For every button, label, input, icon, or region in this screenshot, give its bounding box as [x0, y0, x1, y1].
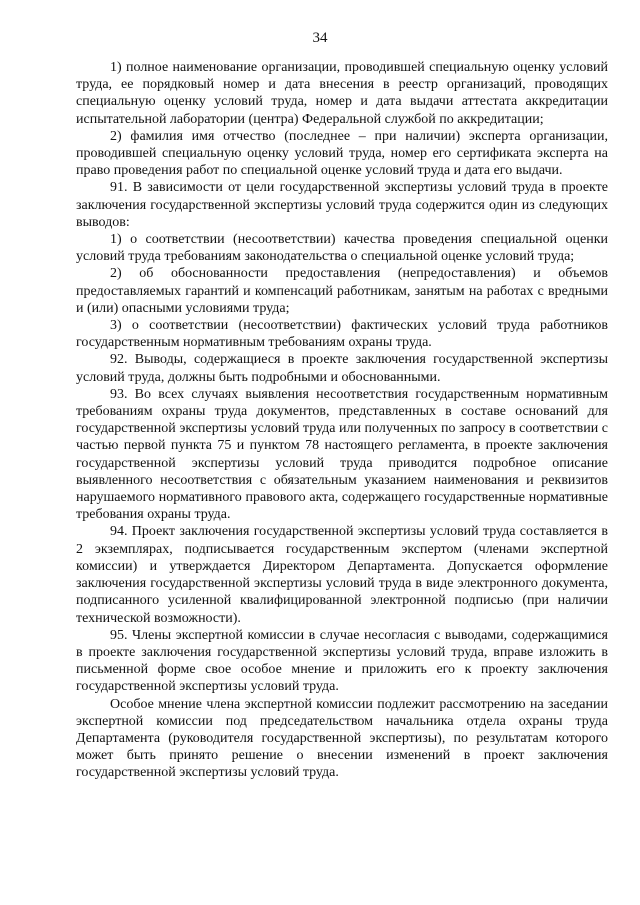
paragraph-clause-93: 93. Во всех случаях выявления несоответствия государственным нормативным требованиям охраны труда документов, представленных в составе оснований для государственной экспертизы условий труда или полученных по запросу в соответствии с частью первой пункта 75 и пунктом 78 настоящего регламента, в проекте заключения государственной экспертизы условий труда приводится подробное описание выявленного несоответствия с обязательным указанием наименования и реквизитов нарушаемого нормативного правового акта, содержащего государственные нормативные требования охраны труда.: [76, 386, 608, 523]
paragraph-conclusion-2: 2) об обоснованности предоставления (непредоставления) и объемов предоставляемых гарантий и компенсаций работникам, занятым на работах с вредными и (или) опасными условиями труда;: [76, 266, 608, 316]
paragraph-clause-92: 92. Выводы, содержащиеся в проекте заключения государственной экспертизы условий труда, должны быть подробными и обоснованными.: [76, 352, 608, 385]
paragraph-conclusion-1: 1) о соответствии (несоответствии) качества проведения специальной оценки условий труда требованиям законодательства о специальной оценке условий труда;: [76, 232, 608, 265]
paragraph-special-opinion: Особое мнение члена экспертной комиссии подлежит рассмотрению на заседании экспертной комиссии под председательством начальника отдела охраны труда Департамента (руководителя государственной экспертизы), по результатам которого может быть принято решение о внесении изменений в проект заключения государственной экспертизы условий труда.: [76, 696, 608, 781]
paragraph-item-2: 2) фамилия имя отчество (последнее – при наличии) эксперта организации, проводившей специальную оценку условий труда, номер его сертификата эксперта на право проведения работ по специальной оценке условий труда и дата его выдачи.: [76, 128, 608, 179]
page-number: 34: [312, 30, 328, 46]
document-body: [76, 59, 608, 782]
paragraph-item-1: 1) полное наименование организации, проводившей специальную оценку условий труда, ее порядковый номер и дата внесения в реестр организаций, проводящих специальную оценку условий труда, номер и дата выдачи аттестата аккредитации испытательной лаборатории (центра) Федеральной службой по аккредитации;: [76, 60, 608, 127]
paragraph-conclusion-3: 3) о соответствии (несоответствии) фактических условий труда работников государственным нормативным требованиям охраны труда.: [76, 318, 608, 351]
paragraph-clause-94: 94. Проект заключения государственной экспертизы условий труда составляется в 2 экземплярах, подписывается государственным экспертом (членами экспертной комиссии) и утверждается Директором Департамента. Допускается оформление заключения государственной экспертизы условий труда в виде электронного документа, подписанного усиленной квалифицированной электронной подписью (при наличии технической возможности).: [76, 524, 608, 626]
paragraph-clause-91: 91. В зависимости от цели государственной экспертизы условий труда в проекте заключения государственной экспертизы условий труда содержится один из следующих выводов:: [76, 180, 608, 230]
paragraph-clause-95: 95. Члены экспертной комиссии в случае несогласия с выводами, содержащимися в проекте заключения государственной экспертизы условий труда, вправе изложить в письменной форме свое особое мнение и приложить его к проекту заключения государственной экспертизы условий труда.: [76, 627, 608, 695]
